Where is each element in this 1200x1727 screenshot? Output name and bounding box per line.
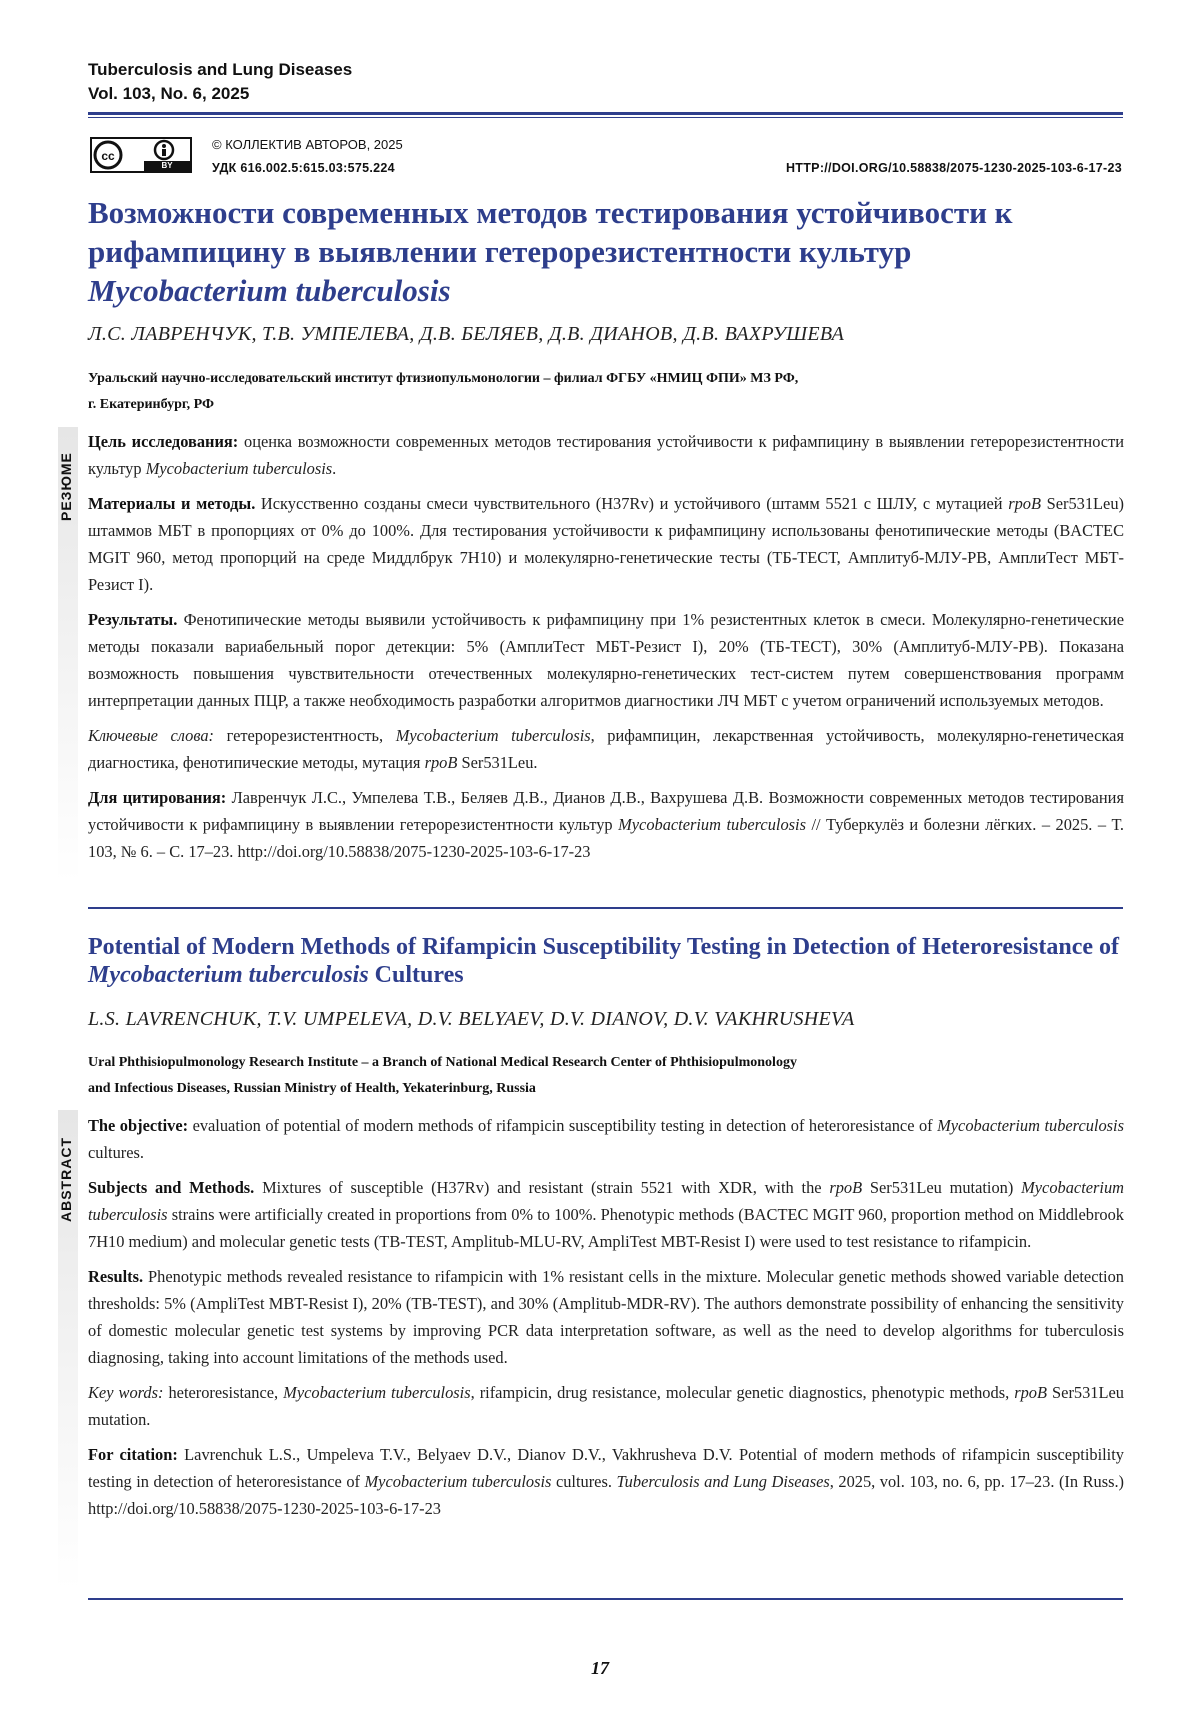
article-title-en xyxy=(88,933,1128,989)
citation-en-c[interactable]: , 2025, vol. 103, no. 6, pp. 17–23. (In Russ.) http://doi.org/10.58838/2075-1230-2025-103-6-17-23 xyxy=(88,1472,1125,1518)
objective-en-end: cultures. xyxy=(88,1143,144,1162)
affiliation-en-line2: and Infectious Diseases, Russian Ministry of Health, Yekaterinburg, Russia xyxy=(88,1081,536,1096)
methods-en-text-a: Mixtures of susceptible (H37Rv) and resistant (strain 5521 with XDR, with the xyxy=(262,1178,822,1197)
authors-en: L.S. LAVRENCHUK, T.V. UMPELEVA, D.V. BELYAEV, D.V. DIANOV, D.V. VAKHRUSHEVA xyxy=(88,1008,855,1030)
title-en-text-b: Cultures xyxy=(374,962,464,988)
authors-ru: Л.С. ЛАВРЕНЧУК, Т.В. УМПЕЛЕВА, Д.В. БЕЛЯЕВ, Д.В. ДИАНОВ, Д.В. ВАХРУШЕВА xyxy=(88,323,845,345)
citation-en-label: For citation: xyxy=(88,1445,178,1464)
keywords-ru-a: гетерорезистентность, xyxy=(226,726,384,745)
gene-en: rpoB xyxy=(829,1178,863,1197)
results-ru-text: Фенотипические методы выявили устойчивость к рифампицину при 1% резистентных клеток в смеси. Молекулярно-генетические методы показали вариабельный порог детекции: 5% (АмплиТест МБТ-Резист I), 20% (ТБ-ТЕСТ), 30% (Амплитуб-МЛУ-РВ). Показана возможность повышения чувствительности отечественных молекулярно-генетических тест-систем путем совершенствования программ интерпретации данных ПЦР, а также необходимость разработки алгоритмов диагностики ЛЧ МБТ с учетом ограничений используемых методов. xyxy=(88,610,1124,710)
citation-ru-species: Mycobacterium tuberculosis xyxy=(618,815,806,834)
keywords-ru-c: Ser531Leu. xyxy=(461,753,538,772)
doi-link[interactable]: HTTP://DOI.ORG/10.58838/2075-1230-2025-103-6-17-23 xyxy=(785,161,1122,175)
methods-ru-text-b: Ser531Leu) штаммов МБТ в пропорциях от 0% до 100%. Для тестирования устойчивости к рифампицину использованы фенотипические методы (BACTEC MGIT 960, метод пропорций на среде Миддлбрук 7H10) и молекулярно-генетические тесты (ТБ-ТЕСТ, Амплитуб-МЛУ-РВ, АмплиТест МБТ-Резист I). xyxy=(88,494,1124,594)
udk-code: УДК 616.002.5:615.03:575.224 xyxy=(212,161,395,175)
objective-en-text: evaluation of potential of modern methods of rifampicin susceptibility testing in detection of heteroresistance of xyxy=(192,1116,933,1135)
methods-en xyxy=(88,1174,1124,1255)
page-number: 17 xyxy=(591,1658,609,1678)
methods-ru xyxy=(88,490,1124,598)
period: . xyxy=(332,459,337,478)
title-ru-species: Mycobacterium tuberculosis xyxy=(88,273,451,308)
keywords-ru-b: , рифампицин, лекарственная устойчивость, молекулярно-генетическая диагностика, фенотипические методы, мутация xyxy=(88,726,1124,772)
objective-en xyxy=(88,1112,1124,1166)
journal-volume: Vol. 103, No. 6, 2025 xyxy=(88,84,250,103)
keywords-en-c: Ser531Leu mutation. xyxy=(88,1383,1124,1429)
citation-en xyxy=(88,1441,1124,1522)
side-label-en-text: ABSTRACT xyxy=(58,1137,74,1223)
citation-en-b: cultures. xyxy=(555,1472,612,1491)
citation-en-species: Mycobacterium tuberculosis xyxy=(364,1472,552,1491)
methods-ru-label: Материалы и методы. xyxy=(88,494,256,513)
methods-ru-text-a: Искусственно созданы смеси чувствительного (H37Rv) и устойчивого (штамм 5521 с ШЛУ, с мутацией xyxy=(260,494,1003,513)
bottom-rule xyxy=(88,1598,1123,1600)
citation-ru-label: Для цитирования: xyxy=(88,788,227,807)
objective-ru xyxy=(88,428,1124,482)
copyright: © КОЛЛЕКТИВ АВТОРОВ, 2025 xyxy=(212,137,403,152)
affiliation-ru-line1: Уральский научно-исследовательский институт фтизиопульмонологии – филиал ФГБУ «НМИЦ ФПИ» МЗ РФ, xyxy=(88,371,799,386)
results-ru xyxy=(88,606,1124,714)
abstract-en xyxy=(88,1112,1124,1530)
objective-en-label: The objective: xyxy=(88,1116,189,1135)
title-en-species: Mycobacterium tuberculosis xyxy=(88,962,369,988)
title-en-text-a: Potential of Modern Methods of Rifampicin Susceptibility Testing in Detection of Heteroresistance of xyxy=(88,934,1120,960)
keywords-en-label: Key words: xyxy=(88,1383,164,1402)
gene-ru: rpoB xyxy=(1008,494,1041,513)
affiliation-en xyxy=(88,1050,1128,1102)
results-ru-label: Результаты. xyxy=(88,610,178,629)
journal-header xyxy=(88,58,352,106)
affiliation-ru-line2: г. Екатеринбург, РФ xyxy=(88,397,214,412)
citation-ru-a: Лавренчук Л.С., Умпелева Т.В., Беляев Д.В., Дианов Д.В., Вахрушева Д.В. Возможности современных методов тестирования устойчивости к рифампицину в выявлении гетерорезистентности культур xyxy=(88,788,1124,834)
methods-en-text-c: strains were artificially created in proportions from 0% to 100%. Phenotypic methods (BACTEC MGIT 960, proportion method on Middlebrook 7H10 medium) and molecular genetic tests (TB-TEST, Amplitub-MLU-RV, AmpliTest MBT-Resist I) were used to test resistance to rifampicin. xyxy=(88,1205,1124,1251)
citation-en-journal: Tuberculosis and Lung Diseases xyxy=(616,1472,830,1491)
title-ru-text: Возможности современных методов тестирования устойчивости к рифампицину в выявлении гетерорезистентности культур xyxy=(88,195,1013,269)
keywords-en-species: Mycobacterium tuberculosis xyxy=(283,1383,471,1402)
keywords-en-gene: rpoB xyxy=(1014,1383,1048,1402)
affiliation-ru xyxy=(88,366,1128,418)
results-en xyxy=(88,1263,1124,1371)
affiliation-en-line1: Ural Phthisiopulmonology Research Institute – a Branch of National Medical Research Center of Phthisiopulmonology xyxy=(88,1055,797,1070)
side-label-ru-text: РЕЗЮМЕ xyxy=(58,452,74,522)
keywords-en xyxy=(88,1379,1124,1433)
species-ru: Mycobacterium tuberculosis xyxy=(145,459,333,478)
section-divider xyxy=(88,907,1123,909)
methods-en-species: Mycobacterium tuberculosis xyxy=(88,1178,1124,1224)
keywords-ru-gene: rpoB xyxy=(424,753,458,772)
methods-en-text-b: Ser531Leu mutation) xyxy=(869,1178,1014,1197)
header-rule xyxy=(88,112,1123,115)
citation-en-a: Lavrenchuk L.S., Umpeleva T.V., Belyaev D.V., Dianov D.V., Vakhrusheva D.V. Potential of modern methods of rifampicin susceptibility testing in detection of heteroresistance of xyxy=(88,1445,1124,1491)
keywords-ru xyxy=(88,722,1124,776)
methods-en-label: Subjects and Methods. xyxy=(88,1178,255,1197)
article-title-ru xyxy=(88,193,1128,310)
side-label-en xyxy=(58,1110,78,1590)
keywords-en-a: heteroresistance, xyxy=(168,1383,279,1402)
abstract-ru xyxy=(88,428,1124,873)
objective-ru-text: оценка возможности современных методов тестирования устойчивости к рифампицину в выявлении гетерорезистентности культур xyxy=(88,432,1125,478)
results-en-text: Phenotypic methods revealed resistance to rifampicin with 1% resistant cells in the mixture. Molecular genetic methods showed variable detection thresholds: 5% (AmpliTest MBT-Resist I), 20% (TB-TEST), and 30% (Amplitub-MDR-RV). The authors demonstrate possibility of enhancing the sensitivity of domestic molecular genetic test systems by improving PCR data interpretation software, as well as the need to develop algorithms for tuberculosis diagnosing, taking into account limitations of the methods used. xyxy=(88,1267,1124,1367)
citation-ru-b[interactable]: // Туберкулёз и болезни лёгких. – 2025. – Т. 103, № 6. – С. 17–23. http://doi.org/10.58838/2075-1230-2025-103-6-17-23 xyxy=(88,815,1124,861)
svg-text:cc: cc xyxy=(101,149,115,163)
keywords-ru-label: Ключевые слова: xyxy=(88,726,214,745)
cc-by-label: BY xyxy=(144,161,190,171)
header-rule-thin xyxy=(88,117,1123,118)
objective-ru-label: Цель исследования: xyxy=(88,432,239,451)
keywords-ru-species: Mycobacterium tuberculosis xyxy=(395,726,591,745)
journal-name: Tuberculosis and Lung Diseases xyxy=(88,60,353,79)
keywords-en-b: , rifampicin, drug resistance, molecular genetic diagnostics, phenotypic methods, xyxy=(470,1383,1010,1402)
citation-ru xyxy=(88,784,1124,865)
species-en: Mycobacterium tuberculosis xyxy=(937,1116,1124,1135)
side-label-ru xyxy=(58,427,78,882)
cc-license-badge[interactable] xyxy=(90,137,192,173)
results-en-label: Results. xyxy=(88,1267,144,1286)
